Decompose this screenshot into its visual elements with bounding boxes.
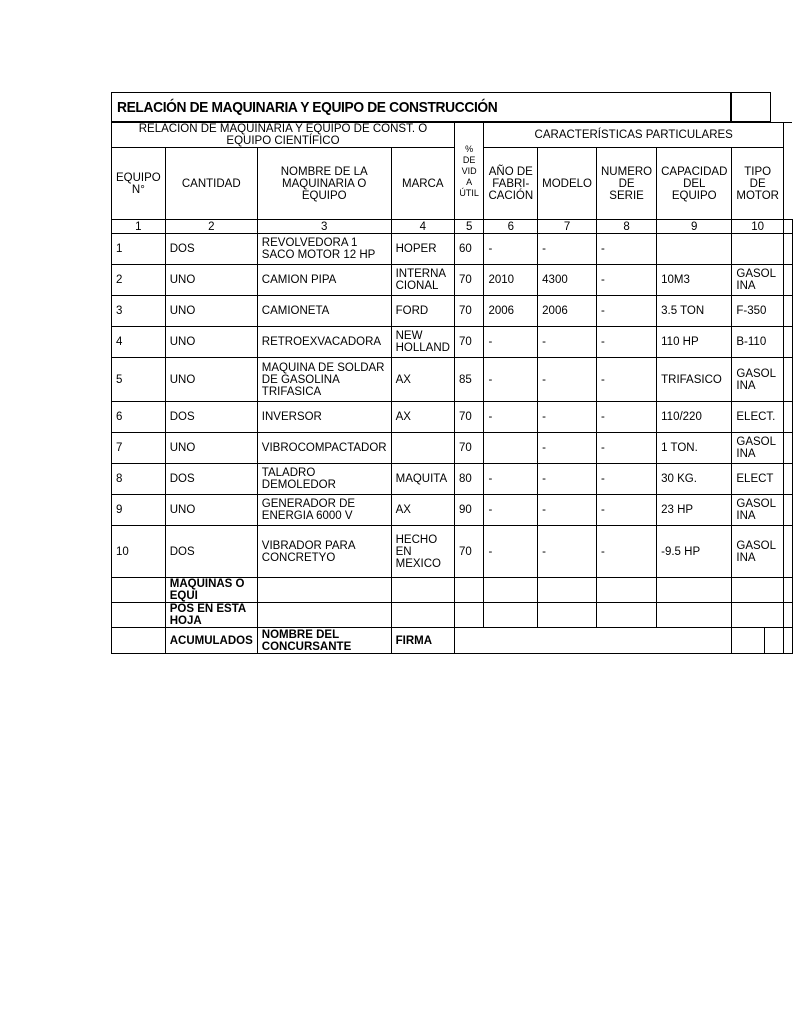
- footer-maquinas-line1: MAQUINAS O EQUI: [165, 578, 257, 603]
- column-number: 9: [657, 220, 732, 234]
- cell-capacidad: 10M3: [657, 265, 732, 296]
- cell-modelo: -: [538, 234, 597, 265]
- cell-modelo: -: [538, 495, 597, 526]
- cell-serie: -: [597, 495, 657, 526]
- cell-capacidad: 110 HP: [657, 327, 732, 358]
- footer-firma-label: FIRMA: [391, 628, 454, 654]
- cell-serie: -: [597, 402, 657, 433]
- cell-capacidad: -9.5 HP: [657, 526, 732, 578]
- column-number: 8: [597, 220, 657, 234]
- cell-motor: GASOLINA: [732, 433, 784, 464]
- cell-serie: -: [597, 358, 657, 402]
- header-marca: MARCA: [391, 148, 454, 220]
- cell-motor: B-110: [732, 327, 784, 358]
- cell-vida: 70: [454, 526, 484, 578]
- header-serie: NUMERO DE SERIE: [597, 148, 657, 220]
- table-row: [112, 433, 793, 464]
- group-header-right: CARACTERÍSTICAS PARTICULARES: [484, 123, 784, 148]
- table-row: [112, 464, 793, 495]
- cell-cantidad: DOS: [165, 526, 257, 578]
- document-title: RELACIÓN DE MAQUINARIA Y EQUIPO DE CONSTRUCCIÓN: [117, 99, 498, 116]
- header-modelo: MODELO: [538, 148, 597, 220]
- cell-nombre: MAQUINA DE SOLDAR DE GASOLINA TRIFASICA: [257, 358, 391, 402]
- cell-modelo: -: [538, 358, 597, 402]
- cell-marca: FORD: [391, 296, 454, 327]
- group-header-left: RELACIÓN DE MAQUINARIA Y EQUIPO DE CONST. O EQUIPO CIENTÍFICO: [112, 123, 455, 148]
- cell-nombre: GENERADOR DE ENERGIA 6000 V: [257, 495, 391, 526]
- cell-motor: F-350: [732, 296, 784, 327]
- cell-marca: NEW HOLLAND: [391, 327, 454, 358]
- cell-marca: HOPER: [391, 234, 454, 265]
- column-number-row: [112, 220, 793, 234]
- column-header-row: [112, 148, 793, 220]
- column-number: 10: [732, 220, 784, 234]
- cell-vida: 80: [454, 464, 484, 495]
- cell-serie: -: [597, 464, 657, 495]
- column-number: 2: [165, 220, 257, 234]
- table-row: [112, 234, 793, 265]
- column-number: 7: [538, 220, 597, 234]
- cell-nombre: VIBROCOMPACTADOR: [257, 433, 391, 464]
- cell-marca: AX: [391, 495, 454, 526]
- cell-cantidad: DOS: [165, 234, 257, 265]
- cell-anio: -: [484, 464, 538, 495]
- column-number: 6: [484, 220, 538, 234]
- cell-nombre: CAMIONETA: [257, 296, 391, 327]
- cell-anio: [484, 433, 538, 464]
- cell-motor: GASOLINA: [732, 265, 784, 296]
- cell-serie: -: [597, 433, 657, 464]
- cell-modelo: -: [538, 327, 597, 358]
- cell-marca: INTERNACIONAL: [391, 265, 454, 296]
- signature-field: [454, 628, 731, 654]
- footer-row: [112, 603, 793, 628]
- cell-motor: GASOLINA: [732, 526, 784, 578]
- cell-cantidad: UNO: [165, 296, 257, 327]
- header-capacidad: CAPACIDAD DEL EQUIPO: [657, 148, 732, 220]
- header-equipo: EQUIPO N°: [112, 148, 166, 220]
- cell-marca: MAQUITA: [391, 464, 454, 495]
- table-row: [112, 526, 793, 578]
- cell-serie: -: [597, 296, 657, 327]
- header-nombre: NOMBRE DE LA MAQUINARIA O EQUIPO: [257, 148, 391, 220]
- cell-marca: AX: [391, 358, 454, 402]
- cell-modelo: -: [538, 433, 597, 464]
- cell-vida: 85: [454, 358, 484, 402]
- column-number: 1: [112, 220, 166, 234]
- cell-modelo: -: [538, 464, 597, 495]
- cell-modelo: 2006: [538, 296, 597, 327]
- cell-serie: -: [597, 327, 657, 358]
- cell-nombre: CAMION PIPA: [257, 265, 391, 296]
- table-row: [112, 265, 793, 296]
- cell-nombre: INVERSOR: [257, 402, 391, 433]
- header-anio: AÑO DE FABRI-CACIÓN: [484, 148, 538, 220]
- cell-equipo: 5: [112, 358, 166, 402]
- cell-capacidad: TRIFASICO: [657, 358, 732, 402]
- cell-marca: AX: [391, 402, 454, 433]
- cell-cantidad: UNO: [165, 327, 257, 358]
- cell-equipo: 2: [112, 265, 166, 296]
- cell-vida: 70: [454, 402, 484, 433]
- cell-equipo: 8: [112, 464, 166, 495]
- table-row: [112, 402, 793, 433]
- cell-vida: 90: [454, 495, 484, 526]
- cell-nombre: RETROEXVACADORA: [257, 327, 391, 358]
- footer-acumulados: ACUMULADOS: [165, 628, 257, 654]
- cell-nombre: TALADRO DEMOLEDOR: [257, 464, 391, 495]
- header-cell-vida: % DE VIDA ÚTIL: [454, 123, 484, 220]
- cell-serie: -: [597, 526, 657, 578]
- cell-cantidad: UNO: [165, 495, 257, 526]
- cell-capacidad: [657, 234, 732, 265]
- footer-row: [112, 628, 793, 654]
- cell-anio: -: [484, 402, 538, 433]
- cell-capacidad: 30 KG.: [657, 464, 732, 495]
- cell-cantidad: DOS: [165, 402, 257, 433]
- cell-equipo: 7: [112, 433, 166, 464]
- footer-maquinas-line2: POS EN ESTA HOJA: [165, 603, 257, 628]
- cell-anio: -: [484, 327, 538, 358]
- cell-capacidad: 110/220: [657, 402, 732, 433]
- cell-serie: -: [597, 265, 657, 296]
- cell-nombre: VIBRADOR PARA CONCRETYO: [257, 526, 391, 578]
- footer-row: [112, 578, 793, 603]
- cell-motor: ELECT: [732, 464, 784, 495]
- cell-anio: 2006: [484, 296, 538, 327]
- cell-capacidad: 3.5 TON: [657, 296, 732, 327]
- cell-equipo: 4: [112, 327, 166, 358]
- cell-modelo: -: [538, 526, 597, 578]
- machinery-table: [111, 122, 793, 654]
- column-number: 3: [257, 220, 391, 234]
- cell-modelo: -: [538, 402, 597, 433]
- cell-vida: 70: [454, 296, 484, 327]
- table-row: [112, 327, 793, 358]
- cell-marca: [391, 433, 454, 464]
- cell-anio: -: [484, 358, 538, 402]
- cell-vida: 70: [454, 327, 484, 358]
- cell-cantidad: UNO: [165, 433, 257, 464]
- header-motor: TIPO DE MOTOR: [732, 148, 784, 220]
- cell-cantidad: DOS: [165, 464, 257, 495]
- cell-anio: 2010: [484, 265, 538, 296]
- table-row: [112, 495, 793, 526]
- column-number: 5: [454, 220, 484, 234]
- cell-motor: GASOLINA: [732, 495, 784, 526]
- document-title-box: [111, 92, 731, 122]
- cell-cantidad: UNO: [165, 358, 257, 402]
- cell-capacidad: 1 TON.: [657, 433, 732, 464]
- cell-equipo: 10: [112, 526, 166, 578]
- group-header-row: [112, 123, 793, 148]
- cell-motor: [732, 234, 784, 265]
- header-cantidad: CANTIDAD: [165, 148, 257, 220]
- cell-marca: HECHO EN MEXICO: [391, 526, 454, 578]
- cell-equipo: 1: [112, 234, 166, 265]
- cell-equipo: 6: [112, 402, 166, 433]
- cell-anio: -: [484, 526, 538, 578]
- cell-equipo: 3: [112, 296, 166, 327]
- cell-anio: -: [484, 234, 538, 265]
- table-row: [112, 296, 793, 327]
- column-number: 4: [391, 220, 454, 234]
- cell-cantidad: UNO: [165, 265, 257, 296]
- cell-serie: -: [597, 234, 657, 265]
- cell-capacidad: 23 HP: [657, 495, 732, 526]
- cell-equipo: 9: [112, 495, 166, 526]
- title-side-cell: [731, 92, 771, 122]
- cell-modelo: 4300: [538, 265, 597, 296]
- cell-nombre: REVOLVEDORA 1 SACO MOTOR 12 HP: [257, 234, 391, 265]
- cell-vida: 60: [454, 234, 484, 265]
- cell-anio: -: [484, 495, 538, 526]
- cell-motor: ELECT.: [732, 402, 784, 433]
- cell-motor: GASOLINA: [732, 358, 784, 402]
- footer-concursante-label: NOMBRE DEL CONCURSANTE: [257, 628, 391, 654]
- cell-vida: 70: [454, 433, 484, 464]
- table-row: [112, 358, 793, 402]
- cell-vida: 70: [454, 265, 484, 296]
